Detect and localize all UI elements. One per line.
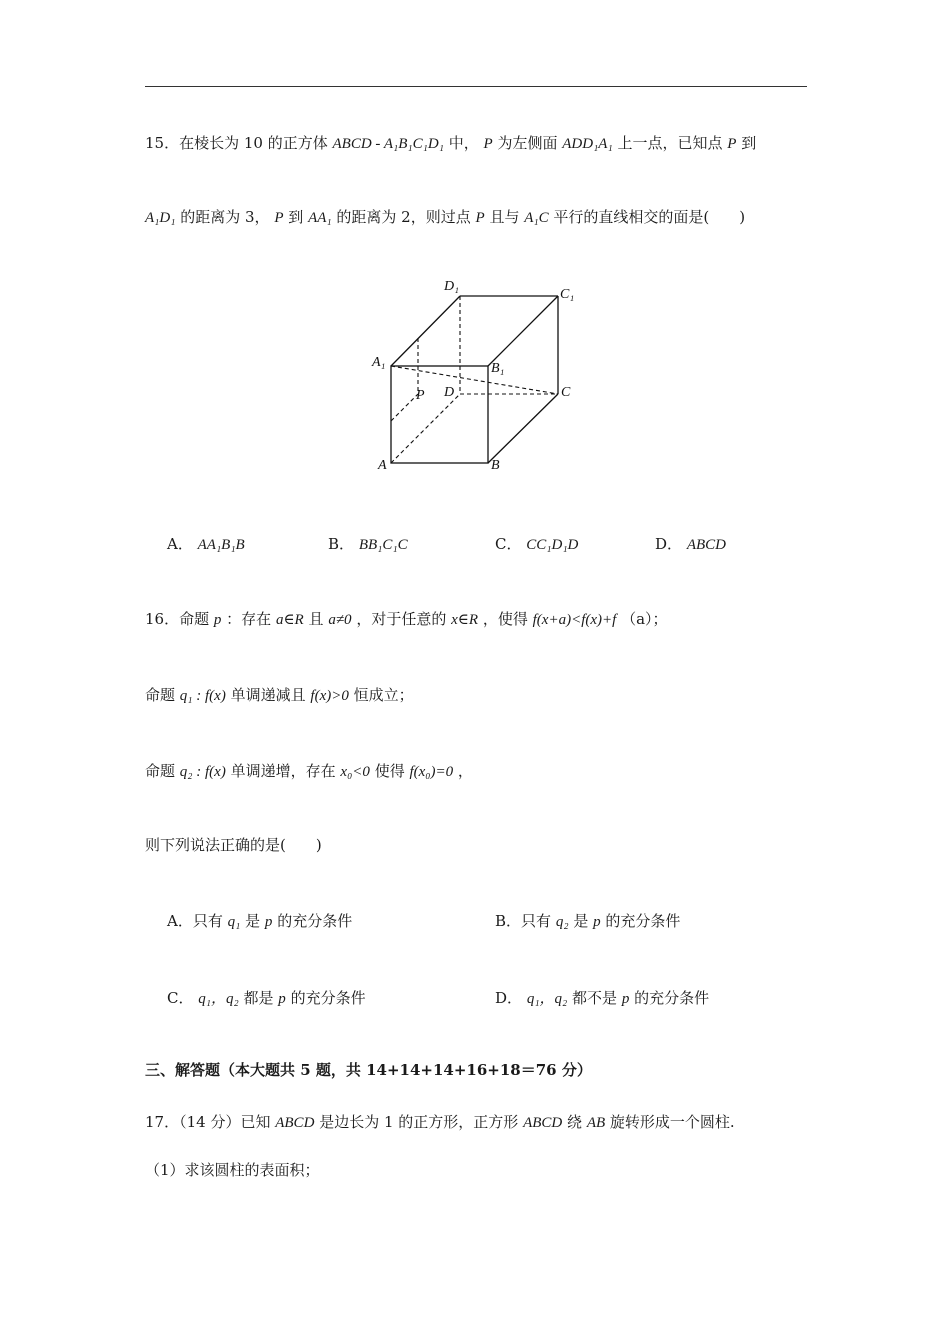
q16-number: 16．命题	[145, 610, 210, 628]
text: 绕	[567, 1113, 583, 1131]
text: ，	[457, 762, 473, 780]
text: 且	[308, 610, 324, 628]
math-expr: q₁	[227, 914, 241, 930]
math-expr: f(x)>0	[310, 688, 349, 704]
math-p: p	[264, 914, 273, 930]
q16-line3	[145, 761, 473, 782]
q16-line2	[145, 685, 414, 706]
option-value: CC₁D₁D	[526, 537, 579, 553]
text: 是边长为 1 的正方形，正方形	[319, 1113, 519, 1131]
q17-number: 17．（14 分）已知	[145, 1113, 271, 1131]
text: 旋转形成一个圆柱.	[609, 1113, 735, 1131]
math-diagonal: A₁C	[524, 210, 549, 226]
text: 命题	[145, 762, 176, 780]
option-key: B．	[328, 535, 355, 553]
hidden-edge-ad	[391, 394, 460, 463]
q15-line1	[145, 133, 756, 154]
math-expr: q₂	[555, 914, 569, 930]
text: 中，	[448, 134, 479, 152]
math-expr: a≠0	[328, 612, 352, 628]
edge-a1d1	[391, 296, 460, 366]
q15-option-b[interactable]	[328, 534, 408, 555]
option-key: C．	[495, 535, 522, 553]
math-expr: ABCD	[275, 1115, 315, 1131]
text: 到	[741, 134, 757, 152]
text: 是	[245, 912, 261, 930]
math-expr: ABCD	[523, 1115, 563, 1131]
text: 的充分条件	[290, 989, 366, 1007]
math-p: P	[475, 210, 485, 226]
label-b1: B₁	[491, 361, 505, 376]
q16-line1	[145, 609, 668, 630]
math-expr: q₂ : f(x)	[179, 764, 226, 780]
option-value: AA₁B₁B	[197, 537, 245, 553]
math-expr: x∈R	[451, 612, 479, 628]
math-expr: AB	[586, 1115, 606, 1131]
edge-b1c1	[488, 296, 558, 366]
math-segment: AA₁	[308, 210, 332, 226]
text: 是	[573, 912, 589, 930]
text: 单调递增，存在	[230, 762, 336, 780]
q16-option-d[interactable]	[495, 988, 709, 1009]
label-d: D	[444, 385, 455, 400]
text: ，对于任意的	[356, 610, 447, 628]
q16-line4: 则下列说法正确的是( )	[145, 836, 322, 854]
q17-line1	[145, 1112, 735, 1133]
math-segment: A₁D₁	[145, 210, 176, 226]
q15-option-d[interactable]	[655, 534, 726, 555]
option-value: BB₁C₁C	[358, 537, 408, 553]
text: （a）；	[621, 610, 668, 628]
option-key: C．	[167, 989, 194, 1007]
hidden-line-p-diag	[391, 394, 418, 421]
math-expr: q₁，q₂	[198, 991, 239, 1007]
math-expr: a∈R	[275, 612, 304, 628]
math-p: p	[278, 991, 286, 1007]
text: ，使得	[482, 610, 528, 628]
math-p: P	[727, 136, 737, 152]
q16-option-c[interactable]	[167, 988, 366, 1009]
q15-option-c[interactable]	[495, 534, 578, 555]
text: 使得	[374, 762, 405, 780]
q15-line2	[145, 207, 745, 228]
math-expr: f(x+a)<f(x)+f	[532, 612, 617, 628]
math-expr: q₁ : f(x)	[179, 688, 226, 704]
option-key: D．	[495, 989, 523, 1007]
q16-option-a[interactable]	[167, 911, 352, 932]
header-rule	[145, 86, 807, 87]
option-key: A．只有	[167, 912, 223, 930]
text: 的充分条件	[277, 912, 353, 930]
q17-part1: （1）求该圆柱的表面积；	[145, 1161, 320, 1179]
math-face: ADD₁A₁	[562, 136, 613, 152]
text: 的充分条件	[634, 989, 710, 1007]
math-cube-name: ABCD - A₁B₁C₁D₁	[332, 136, 444, 152]
label-p: P	[416, 388, 425, 403]
label-c: C	[561, 385, 571, 400]
cube-figure	[368, 268, 598, 478]
math-expr: q₁，q₂	[526, 991, 568, 1007]
label-b: B	[491, 458, 500, 473]
math-p: P	[483, 136, 493, 152]
math-p: p	[593, 914, 601, 930]
text: ：存在	[226, 610, 272, 628]
label-a1: A₁	[372, 355, 386, 370]
math-p: P	[274, 210, 284, 226]
math-expr: f(x₀)=0	[409, 764, 454, 780]
text: 平行的直线相交的面是( )	[553, 208, 746, 226]
q15-number: 15．在棱长为 10 的正方体	[145, 134, 328, 152]
text: 为左侧面	[497, 134, 558, 152]
text: 上一点，已知点	[617, 134, 723, 152]
text: 都是	[243, 989, 274, 1007]
label-d1: D₁	[444, 279, 459, 294]
section-heading: 三、解答题（本大题共 5 题，共 14+14+14+16+18＝76 分）	[145, 1061, 592, 1079]
text: 的充分条件	[605, 912, 681, 930]
option-value: ABCD	[686, 537, 726, 553]
option-key: D．	[655, 535, 683, 553]
text: 单调递减且	[230, 686, 306, 704]
text: 的距离为 3，	[180, 208, 270, 226]
text: 的距离为 2，则过点	[336, 208, 471, 226]
option-key: A．	[167, 535, 193, 553]
math-p: p	[213, 612, 222, 628]
edge-bc	[488, 394, 558, 463]
text: 命题	[145, 686, 176, 704]
front-face	[391, 366, 488, 463]
text: 恒成立；	[353, 686, 414, 704]
option-key: B．只有	[495, 912, 552, 930]
text: 都不是	[572, 989, 618, 1007]
label-c1: C₁	[560, 287, 575, 302]
math-expr: x₀<0	[340, 764, 370, 780]
q15-option-a[interactable]	[167, 534, 245, 555]
text: 到	[288, 208, 304, 226]
math-p: p	[621, 991, 630, 1007]
text: 且与	[489, 208, 520, 226]
label-a: A	[378, 458, 387, 473]
q16-option-b[interactable]	[495, 911, 680, 932]
